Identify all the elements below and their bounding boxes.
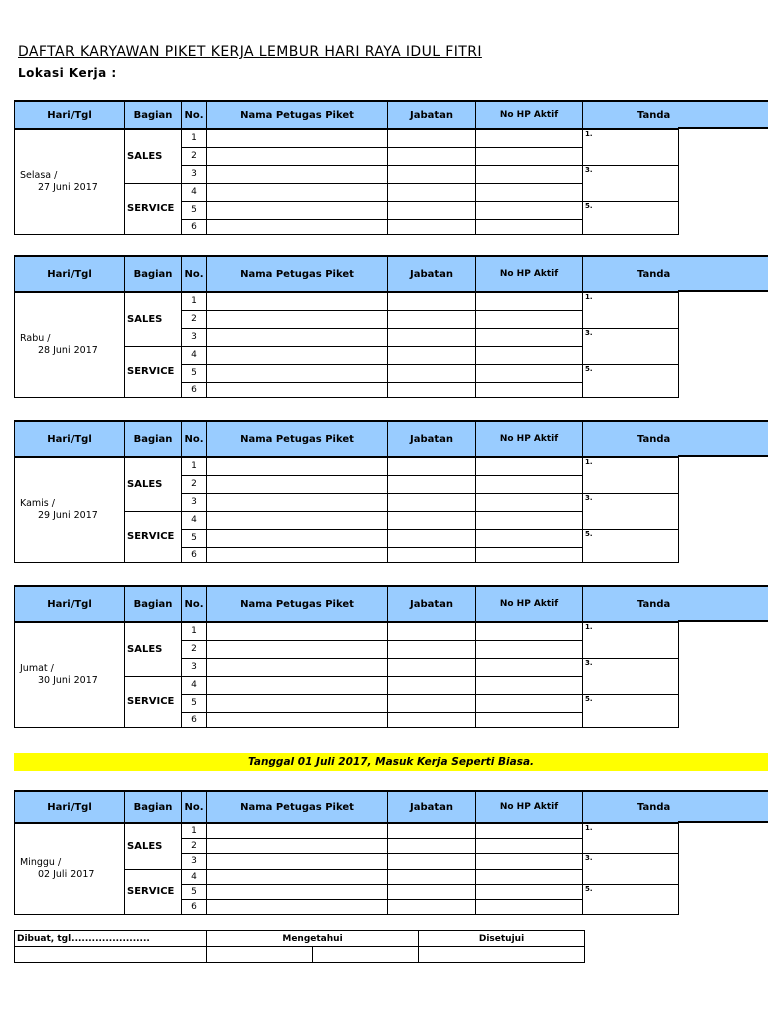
position-cell[interactable] [388, 219, 476, 234]
col-header-name: Nama Petugas Piket [207, 791, 388, 823]
position-cell[interactable] [388, 165, 476, 183]
signature-header-extension [678, 255, 768, 292]
row-number: 3 [182, 493, 207, 511]
made-by-label: Dibuat, tgl....................... [15, 931, 207, 947]
row-number: 5 [182, 364, 207, 382]
name-cell[interactable] [207, 884, 388, 899]
row-number: 2 [182, 838, 207, 853]
signature-cell[interactable]: 5. [583, 529, 679, 562]
schedule-table [14, 255, 679, 398]
row-number: 4 [182, 676, 207, 694]
phone-cell[interactable] [476, 622, 583, 640]
col-header-phone: No HP Aktif [476, 101, 583, 129]
col-header-signature: Tanda [583, 101, 679, 129]
schedule-table [14, 420, 679, 563]
col-header-no: No. [182, 256, 207, 292]
day-cell [15, 292, 125, 397]
dept-sales: SALES [125, 622, 182, 676]
phone-cell[interactable] [476, 382, 583, 397]
page-title: DAFTAR KARYAWAN PIKET KERJA LEMBUR HARI RAYA IDUL FITRI [18, 44, 482, 60]
dept-service: SERVICE [125, 511, 182, 562]
phone-cell[interactable] [476, 853, 583, 869]
day-date: 28 Juni 2017 [38, 344, 98, 356]
name-cell[interactable] [207, 823, 388, 838]
col-header-no: No. [182, 586, 207, 622]
col-header-signature: Tanda [583, 791, 679, 823]
col-header-dept: Bagian [125, 421, 182, 457]
phone-cell[interactable] [476, 147, 583, 165]
name-cell[interactable] [207, 219, 388, 234]
dept-sales: SALES [125, 457, 182, 511]
row-number: 4 [182, 869, 207, 884]
col-header-name: Nama Petugas Piket [207, 586, 388, 622]
position-cell[interactable] [388, 147, 476, 165]
col-header-position: Jabatan [388, 791, 476, 823]
day-name: Selasa / [20, 169, 58, 181]
day-name: Minggu / [20, 856, 62, 868]
phone-cell[interactable] [476, 346, 583, 364]
row-number: 5 [182, 201, 207, 219]
signature-cell[interactable]: 3. [583, 493, 679, 529]
day-name: Jumat / [20, 662, 54, 674]
name-cell[interactable] [207, 511, 388, 529]
position-cell[interactable] [388, 364, 476, 382]
phone-cell[interactable] [476, 884, 583, 899]
row-number: 5 [182, 884, 207, 899]
position-cell[interactable] [388, 658, 476, 676]
row-number: 1 [182, 823, 207, 838]
note-banner: Tanggal 01 Juli 2017, Masuk Kerja Seperti Biasa. [14, 753, 768, 771]
name-cell[interactable] [207, 547, 388, 562]
position-cell[interactable] [388, 493, 476, 511]
name-cell[interactable] [207, 183, 388, 201]
phone-cell[interactable] [476, 823, 583, 838]
name-cell[interactable] [207, 640, 388, 658]
name-cell[interactable] [207, 457, 388, 475]
position-cell[interactable] [388, 310, 476, 328]
position-cell[interactable] [388, 676, 476, 694]
signature-cell[interactable]: 3. [583, 658, 679, 694]
signature-cell[interactable]: 5. [583, 364, 679, 397]
signature-cell[interactable]: 1. [583, 457, 679, 493]
name-cell[interactable] [207, 382, 388, 397]
day-cell [15, 457, 125, 562]
col-header-dept: Bagian [125, 791, 182, 823]
name-cell[interactable] [207, 201, 388, 219]
col-header-day: Hari/Tgl [15, 256, 125, 292]
signature-cell[interactable]: 1. [583, 292, 679, 328]
dept-service: SERVICE [125, 346, 182, 397]
name-cell[interactable] [207, 147, 388, 165]
col-header-dept: Bagian [125, 256, 182, 292]
row-number: 1 [182, 457, 207, 475]
col-header-day: Hari/Tgl [15, 421, 125, 457]
row-number: 1 [182, 129, 207, 147]
name-cell[interactable] [207, 694, 388, 712]
phone-cell[interactable] [476, 129, 583, 147]
name-cell[interactable] [207, 475, 388, 493]
row-number: 1 [182, 622, 207, 640]
table-row [15, 292, 679, 310]
name-cell[interactable] [207, 853, 388, 869]
phone-cell[interactable] [476, 364, 583, 382]
name-cell[interactable] [207, 712, 388, 727]
phone-cell[interactable] [476, 838, 583, 853]
phone-cell[interactable] [476, 328, 583, 346]
col-header-position: Jabatan [388, 101, 476, 129]
row-number: 6 [182, 899, 207, 914]
signature-cell[interactable]: 3. [583, 853, 679, 884]
acknowledged-signature-1 [207, 947, 313, 963]
row-number: 6 [182, 382, 207, 397]
made-by-signature [15, 947, 207, 963]
signature-cell[interactable]: 5. [583, 201, 679, 234]
signature-cell[interactable]: 1. [583, 622, 679, 658]
day-date: 27 Juni 2017 [38, 181, 98, 193]
col-header-no: No. [182, 791, 207, 823]
position-cell[interactable] [388, 201, 476, 219]
row-number: 3 [182, 328, 207, 346]
col-header-signature: Tanda [583, 586, 679, 622]
signature-header-extension [678, 585, 768, 622]
position-cell[interactable] [388, 183, 476, 201]
row-number: 2 [182, 147, 207, 165]
schedule-table [14, 790, 679, 915]
position-cell[interactable] [388, 869, 476, 884]
position-cell[interactable] [388, 622, 476, 640]
phone-cell[interactable] [476, 712, 583, 727]
approval-table [14, 930, 585, 963]
phone-cell[interactable] [476, 165, 583, 183]
col-header-name: Nama Petugas Piket [207, 101, 388, 129]
row-number: 3 [182, 853, 207, 869]
name-cell[interactable] [207, 658, 388, 676]
signature-cell[interactable]: 3. [583, 328, 679, 364]
row-number: 6 [182, 547, 207, 562]
name-cell[interactable] [207, 364, 388, 382]
name-cell[interactable] [207, 346, 388, 364]
name-cell[interactable] [207, 899, 388, 914]
position-cell[interactable] [388, 292, 476, 310]
col-header-phone: No HP Aktif [476, 256, 583, 292]
dept-service: SERVICE [125, 183, 182, 234]
dept-sales: SALES [125, 129, 182, 183]
position-cell[interactable] [388, 346, 476, 364]
phone-cell[interactable] [476, 292, 583, 310]
row-number: 2 [182, 640, 207, 658]
col-header-signature: Tanda [583, 421, 679, 457]
phone-cell[interactable] [476, 899, 583, 914]
position-cell[interactable] [388, 529, 476, 547]
col-header-phone: No HP Aktif [476, 791, 583, 823]
name-cell[interactable] [207, 622, 388, 640]
phone-cell[interactable] [476, 493, 583, 511]
day-name: Kamis / [20, 497, 55, 509]
phone-cell[interactable] [476, 529, 583, 547]
position-cell[interactable] [388, 547, 476, 562]
position-cell[interactable] [388, 511, 476, 529]
row-number: 6 [182, 219, 207, 234]
day-date: 30 Juni 2017 [38, 674, 98, 686]
signature-cell[interactable]: 1. [583, 129, 679, 165]
signature-cell[interactable]: 5. [583, 694, 679, 727]
name-cell[interactable] [207, 529, 388, 547]
phone-cell[interactable] [476, 511, 583, 529]
col-header-dept: Bagian [125, 101, 182, 129]
name-cell[interactable] [207, 129, 388, 147]
col-header-name: Nama Petugas Piket [207, 421, 388, 457]
col-header-no: No. [182, 421, 207, 457]
day-date: 29 Juni 2017 [38, 509, 98, 521]
row-number: 5 [182, 529, 207, 547]
row-number: 3 [182, 165, 207, 183]
phone-cell[interactable] [476, 183, 583, 201]
name-cell[interactable] [207, 165, 388, 183]
work-location-label: Lokasi Kerja : [18, 66, 117, 80]
phone-cell[interactable] [476, 310, 583, 328]
row-number: 3 [182, 658, 207, 676]
phone-cell[interactable] [476, 869, 583, 884]
phone-cell[interactable] [476, 658, 583, 676]
col-header-position: Jabatan [388, 256, 476, 292]
row-number: 1 [182, 292, 207, 310]
phone-cell[interactable] [476, 694, 583, 712]
col-header-dept: Bagian [125, 586, 182, 622]
col-header-name: Nama Petugas Piket [207, 256, 388, 292]
row-number: 5 [182, 694, 207, 712]
signature-header-extension [678, 100, 768, 129]
table-row [15, 823, 679, 838]
phone-cell[interactable] [476, 457, 583, 475]
name-cell[interactable] [207, 869, 388, 884]
position-cell[interactable] [388, 853, 476, 869]
dept-sales: SALES [125, 292, 182, 346]
signature-header-extension [678, 790, 768, 823]
position-cell[interactable] [388, 838, 476, 853]
col-header-signature: Tanda [583, 256, 679, 292]
name-cell[interactable] [207, 838, 388, 853]
position-cell[interactable] [388, 694, 476, 712]
position-cell[interactable] [388, 899, 476, 914]
position-cell[interactable] [388, 129, 476, 147]
col-header-position: Jabatan [388, 421, 476, 457]
day-cell [15, 129, 125, 234]
position-cell[interactable] [388, 712, 476, 727]
day-date: 02 Juli 2017 [38, 868, 95, 880]
position-cell[interactable] [388, 640, 476, 658]
row-number: 2 [182, 310, 207, 328]
phone-cell[interactable] [476, 676, 583, 694]
row-number: 4 [182, 346, 207, 364]
dept-sales: SALES [125, 823, 182, 869]
acknowledged-label: Mengetahui [207, 931, 419, 947]
name-cell[interactable] [207, 310, 388, 328]
name-cell[interactable] [207, 676, 388, 694]
phone-cell[interactable] [476, 547, 583, 562]
col-header-no: No. [182, 101, 207, 129]
signature-header-extension [678, 420, 768, 457]
dept-service: SERVICE [125, 869, 182, 914]
col-header-phone: No HP Aktif [476, 421, 583, 457]
row-number: 2 [182, 475, 207, 493]
day-name: Rabu / [20, 332, 51, 344]
col-header-day: Hari/Tgl [15, 791, 125, 823]
position-cell[interactable] [388, 475, 476, 493]
signature-cell[interactable]: 1. [583, 823, 679, 853]
position-cell[interactable] [388, 884, 476, 899]
schedule-table [14, 585, 679, 728]
approved-signature [419, 947, 585, 963]
phone-cell[interactable] [476, 640, 583, 658]
row-number: 6 [182, 712, 207, 727]
col-header-day: Hari/Tgl [15, 586, 125, 622]
col-header-phone: No HP Aktif [476, 586, 583, 622]
phone-cell[interactable] [476, 201, 583, 219]
acknowledged-signature-2 [313, 947, 419, 963]
row-number: 4 [182, 511, 207, 529]
table-row [15, 622, 679, 640]
day-cell [15, 622, 125, 727]
name-cell[interactable] [207, 292, 388, 310]
signature-cell[interactable]: 3. [583, 165, 679, 201]
name-cell[interactable] [207, 493, 388, 511]
col-header-day: Hari/Tgl [15, 101, 125, 129]
approved-label: Disetujui [419, 931, 585, 947]
day-cell [15, 823, 125, 914]
position-cell[interactable] [388, 382, 476, 397]
name-cell[interactable] [207, 328, 388, 346]
phone-cell[interactable] [476, 475, 583, 493]
position-cell[interactable] [388, 328, 476, 346]
table-row [15, 457, 679, 475]
position-cell[interactable] [388, 457, 476, 475]
table-row [15, 129, 679, 147]
row-number: 4 [182, 183, 207, 201]
phone-cell[interactable] [476, 219, 583, 234]
position-cell[interactable] [388, 823, 476, 838]
signature-cell[interactable]: 5. [583, 884, 679, 914]
col-header-position: Jabatan [388, 586, 476, 622]
schedule-table [14, 100, 679, 235]
dept-service: SERVICE [125, 676, 182, 727]
